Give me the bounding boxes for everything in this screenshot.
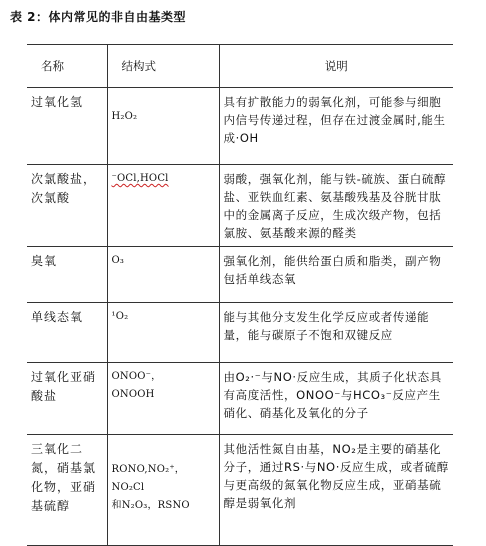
row-description: 能与其他分支发生化学反应或者传递能量，能与碳原子不饱和双键反应 <box>219 303 453 363</box>
table-row <box>27 435 453 546</box>
row-name: 过氧化亚硝酸盐 <box>27 363 107 435</box>
row-formula <box>107 435 219 546</box>
header-description: 说明 <box>219 45 453 88</box>
row-name: 过氧化氢 <box>27 88 107 165</box>
table-row <box>27 247 453 303</box>
header-name: 名称 <box>27 45 107 88</box>
row-name: 单线态氧 <box>27 303 107 363</box>
row-description: 强氧化剂，能供给蛋白质和脂类，副产物包括单线态氧 <box>219 247 453 303</box>
row-formula <box>107 363 219 435</box>
row-description: 具有扩散能力的弱氧化剂，可能参与细胞内信号传递过程，但存在过渡金属时,能生成·OH <box>219 88 453 165</box>
non-radical-types-table <box>27 44 453 546</box>
row-description: 弱酸，强氧化剂，能与铁-硫族、蛋白硫醇盐、亚铁血红素、氨基酸残基及谷胱甘肽中的金属离子反应，生成次级产物，包括氯胺、氨基酸来源的醛类 <box>219 165 453 247</box>
table-row <box>27 303 453 363</box>
row-formula-text: ⁻OCl,HOCl <box>111 173 169 184</box>
row-formula: ¹O₂ <box>107 303 219 363</box>
row-formula-line: ONOO⁻， <box>111 371 162 382</box>
header-structure: 结构式 <box>107 45 219 88</box>
row-name: 臭氧 <box>27 247 107 303</box>
row-formula <box>107 165 219 247</box>
row-name: 次氯酸盐，次氯酸 <box>27 165 107 247</box>
row-formula-line: ONOOH <box>111 389 155 400</box>
table-header-row <box>27 45 453 88</box>
row-formula-line: RONO,NO₂⁺，NO₂Cl <box>111 464 186 493</box>
row-name: 三氧化二氮，硝基氯化物，亚硝基硫醇 <box>27 435 107 546</box>
row-formula: O₃ <box>107 247 219 303</box>
table-row <box>27 165 453 247</box>
row-description: 其他活性氮自由基，NO₂是主要的硝基化分子，通过RS·与NO·反应生成，或者硫醇与更高级的氮氧化物反应生成，亚硝基硫醇是弱氧化剂 <box>219 435 453 546</box>
row-description: 由O₂·⁻与NO·反应生成，其质子化状态具有高度活性，ONOO⁻与HCO₃⁻反应产生硝化、硝基化及氧化的分子 <box>219 363 453 435</box>
table-row <box>27 88 453 165</box>
row-formula: H₂O₂ <box>107 88 219 165</box>
row-formula-line: 和N₂O₃，RSNO <box>111 500 190 511</box>
table-row <box>27 363 453 435</box>
table-title: 表 2：体内常见的非自由基类型 <box>10 10 187 24</box>
